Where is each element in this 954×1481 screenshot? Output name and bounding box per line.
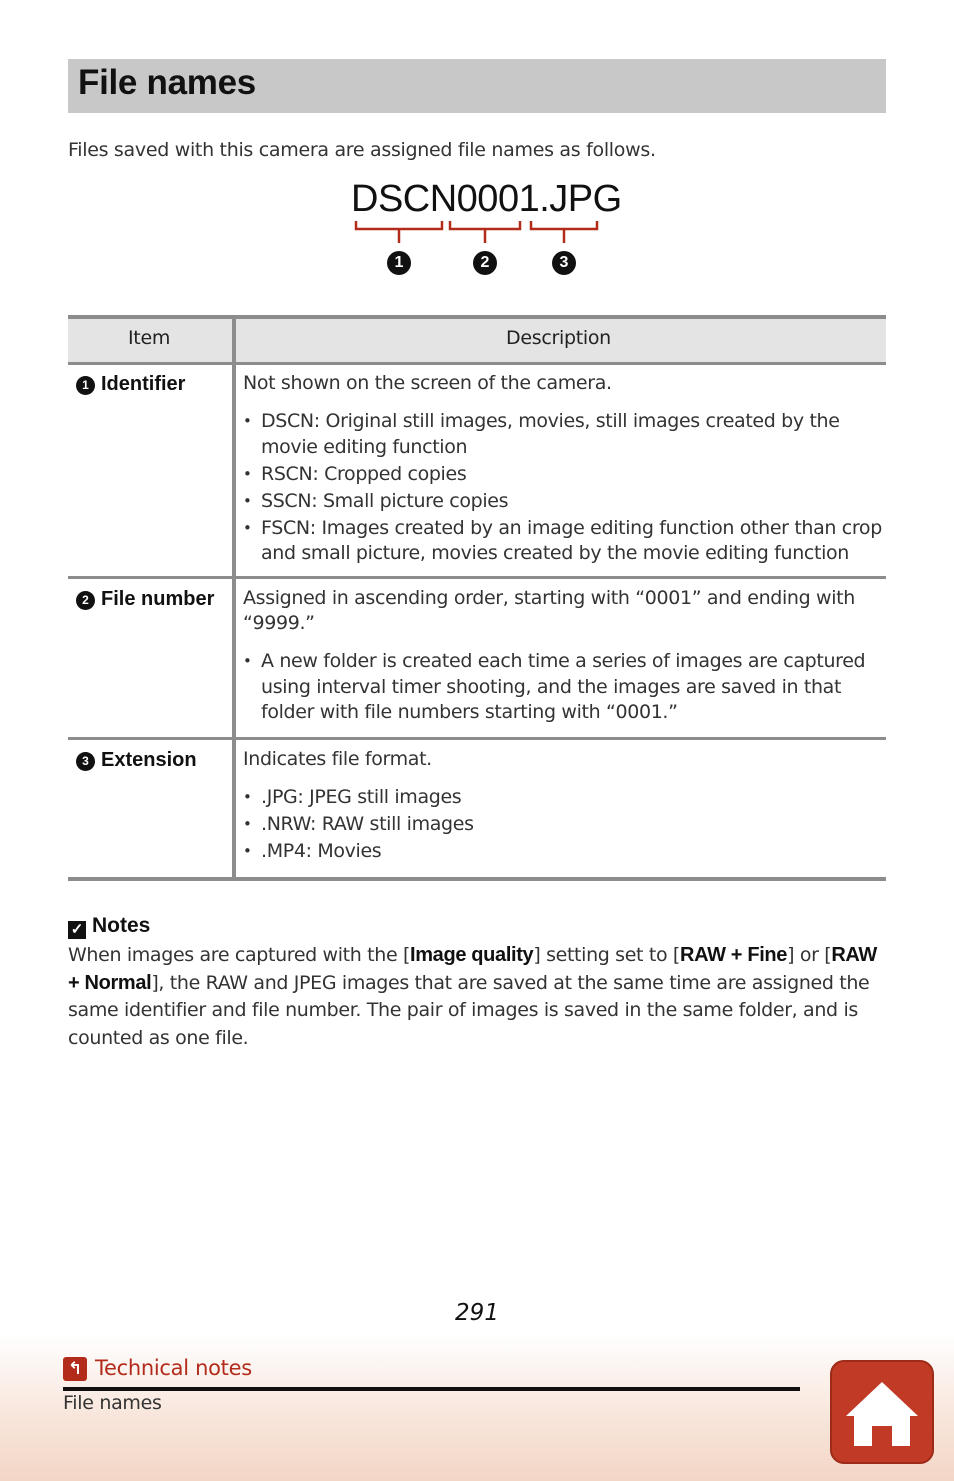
description-lead: Assigned in ascending order, starting with “0001” and ending with “9999.” (243, 587, 855, 634)
table-row-description (243, 371, 883, 568)
marker-1-icon: 1 (76, 376, 95, 395)
marker-1-badge: 1 (387, 251, 411, 275)
technical-notes-label: Technical notes (95, 1356, 252, 1380)
bracket-file-number (450, 221, 520, 243)
page-number: 291 (455, 1300, 499, 1326)
bullet-list (243, 409, 883, 567)
list-item: • RSCN: Cropped copies (243, 462, 883, 488)
table-bottom-rule (68, 877, 886, 881)
list-item: • A new folder is created each time a series of images are captured using interval timer shooting, and the images are saved in that folder with file numbers starting with “0001.” (243, 649, 883, 726)
notes-body (68, 942, 883, 1052)
home-icon (832, 1362, 932, 1462)
notes-bold: RAW + Fine (679, 944, 788, 966)
description-lead: Indicates file format. (243, 748, 432, 770)
list-item: • .JPG: JPEG still images (243, 785, 883, 811)
table-row-description (243, 586, 883, 727)
table-header-bg (68, 319, 886, 362)
notes-title: Notes (92, 914, 151, 937)
notes-bold: RAW + Normal (68, 944, 877, 994)
list-item: • .NRW: RAW still images (243, 812, 883, 838)
marker-2-badge: 2 (473, 251, 497, 275)
notes-heading (68, 914, 150, 939)
list-item: • .MP4: Movies (243, 839, 883, 865)
header-item: Item (128, 327, 171, 349)
notes-text: ] or [ (787, 944, 832, 966)
bullet-list (243, 785, 883, 865)
filename-example: DSCN0001.JPG (351, 178, 622, 220)
bracket-identifier (356, 221, 442, 243)
notes-text: When images are captured with the [ (68, 944, 411, 966)
row-divider (68, 737, 886, 740)
intro-text: Files saved with this camera are assigned file names as follows. (68, 139, 656, 161)
list-item: • DSCN: Original still images, movies, still images created by the movie editing function (243, 409, 883, 460)
row-divider (68, 576, 886, 579)
home-button[interactable] (830, 1360, 934, 1464)
check-icon: ✓ (68, 921, 86, 939)
notes-bold: Image quality (410, 944, 534, 966)
item-identifier: Identifier (101, 373, 186, 395)
item-extension: Extension (101, 749, 197, 771)
marker-2-icon: 2 (76, 591, 95, 610)
list-item: • FSCN: Images created by an image editing function other than crop and small picture, movies created by the movie editing function (243, 516, 883, 567)
bullet-list (243, 649, 883, 726)
header-description: Description (506, 327, 611, 349)
table-row-item (76, 749, 197, 772)
table-row-item (76, 373, 185, 396)
description-lead: Not shown on the screen of the camera. (243, 372, 612, 394)
table-header-rule (68, 362, 886, 365)
notes-text: ], the RAW and JPEG images that are saved at the same time are assigned the same identifier and file number. The pair of images is saved in the same folder, and is counted as one file. (68, 971, 870, 1049)
page-title: File names (78, 63, 256, 102)
bracket-extension (531, 221, 597, 243)
breadcrumb: File names (63, 1392, 162, 1414)
marker-3-badge: 3 (552, 251, 576, 275)
marker-3-icon: 3 (76, 752, 95, 771)
item-file-number: File number (101, 588, 215, 610)
notes-text: ] setting set to [ (533, 944, 680, 966)
table-row-item (76, 588, 214, 611)
technical-notes-link[interactable] (63, 1356, 252, 1381)
column-divider (232, 319, 236, 877)
list-item: • SSCN: Small picture copies (243, 489, 883, 515)
table-row-description (243, 747, 883, 866)
back-arrow-icon: ↰ (63, 1357, 87, 1381)
table-top-rule (68, 315, 886, 319)
footer-divider (63, 1387, 800, 1391)
